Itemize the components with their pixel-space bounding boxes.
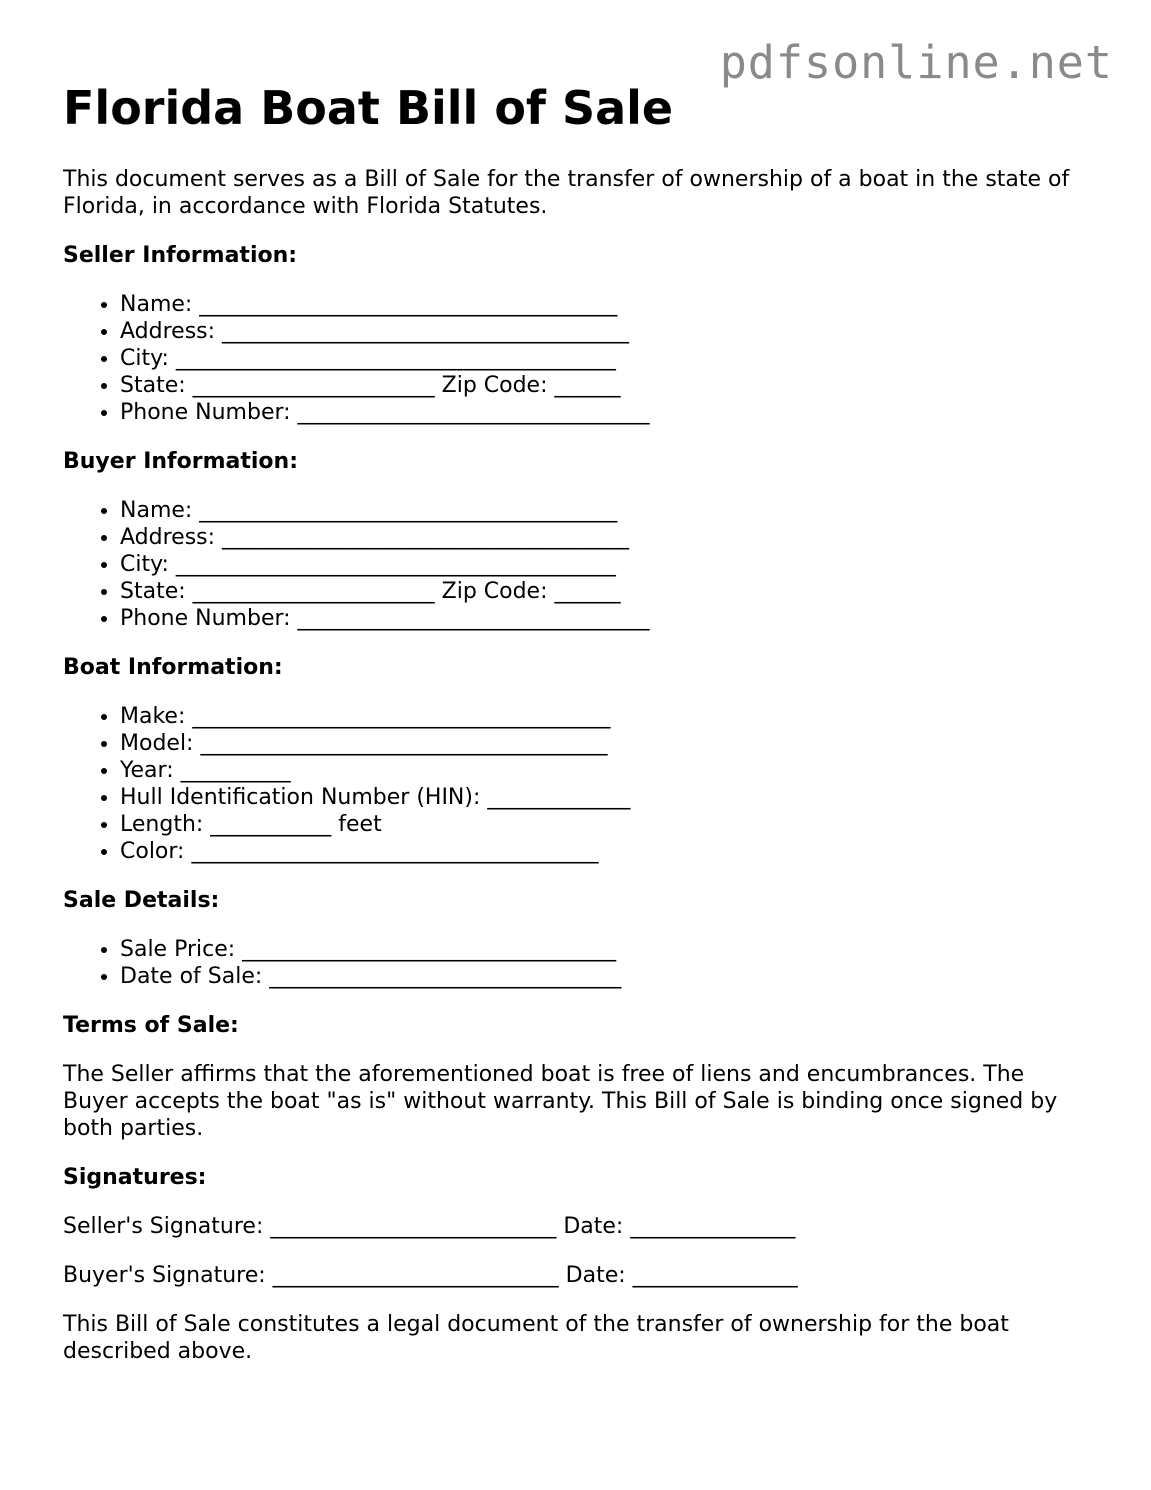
boat-hin-field: • Hull Identification Number (HIN): _____________ xyxy=(120,784,1093,811)
seller-list xyxy=(63,291,1093,426)
boat-length-field: • Length: ___________ feet xyxy=(120,811,1093,838)
boat-heading: Boat Information: xyxy=(63,655,283,680)
buyer-name-field: • Name: ______________________________________ xyxy=(120,497,1093,524)
buyer-state-zip-field: • State: ______________________ Zip Code: ______ xyxy=(120,578,1093,605)
boat-list xyxy=(63,703,1093,865)
buyer-address-field: • Address: _____________________________________ xyxy=(120,524,1093,551)
boat-model-field: • Model: _____________________________________ xyxy=(120,730,1093,757)
seller-heading: Seller Information: xyxy=(63,243,298,268)
intro-paragraph: This document serves as a Bill of Sale for the transfer of ownership of a boat in the state of Florida, in accordance with Florida Statutes. xyxy=(63,167,1070,219)
document-body xyxy=(63,166,1093,1365)
sale-list xyxy=(63,936,1093,990)
sale-heading: Sale Details: xyxy=(63,888,220,913)
terms-heading: Terms of Sale: xyxy=(63,1013,239,1038)
boat-year-field: • Year: __________ xyxy=(120,757,1093,784)
boat-make-field: • Make: ______________________________________ xyxy=(120,703,1093,730)
sale-price-field: • Sale Price: __________________________________ xyxy=(120,936,1093,963)
seller-phone-field: • Phone Number: ________________________________ xyxy=(120,399,1093,426)
signatures-heading: Signatures: xyxy=(63,1165,207,1190)
seller-name-field: • Name: ______________________________________ xyxy=(120,291,1093,318)
buyer-signature-line: Buyer's Signature: __________________________ Date: _______________ xyxy=(63,1263,798,1288)
terms-paragraph: The Seller affirms that the aforementioned boat is free of liens and encumbrances. The Buyer accepts the boat "as is" without warranty. This Bill of Sale is binding once signed by both parties. xyxy=(63,1062,1058,1141)
boat-color-field: • Color: _____________________________________ xyxy=(120,838,1093,865)
seller-city-field: • City: ________________________________________ xyxy=(120,345,1093,372)
buyer-list xyxy=(63,497,1093,632)
seller-state-zip-field: • State: ______________________ Zip Code: ______ xyxy=(120,372,1093,399)
seller-signature-line: Seller's Signature: __________________________ Date: _______________ xyxy=(63,1214,796,1239)
buyer-heading: Buyer Information: xyxy=(63,449,298,474)
buyer-city-field: • City: ________________________________________ xyxy=(120,551,1093,578)
document-title: Florida Boat Bill of Sale xyxy=(63,81,674,135)
seller-address-field: • Address: _____________________________________ xyxy=(120,318,1093,345)
buyer-phone-field: • Phone Number: ________________________________ xyxy=(120,605,1093,632)
closing-paragraph: This Bill of Sale constitutes a legal document of the transfer of ownership for the boat described above. xyxy=(63,1312,1009,1364)
sale-date-field: • Date of Sale: ________________________________ xyxy=(120,963,1093,990)
watermark: pdfsonline.net xyxy=(719,36,1113,89)
